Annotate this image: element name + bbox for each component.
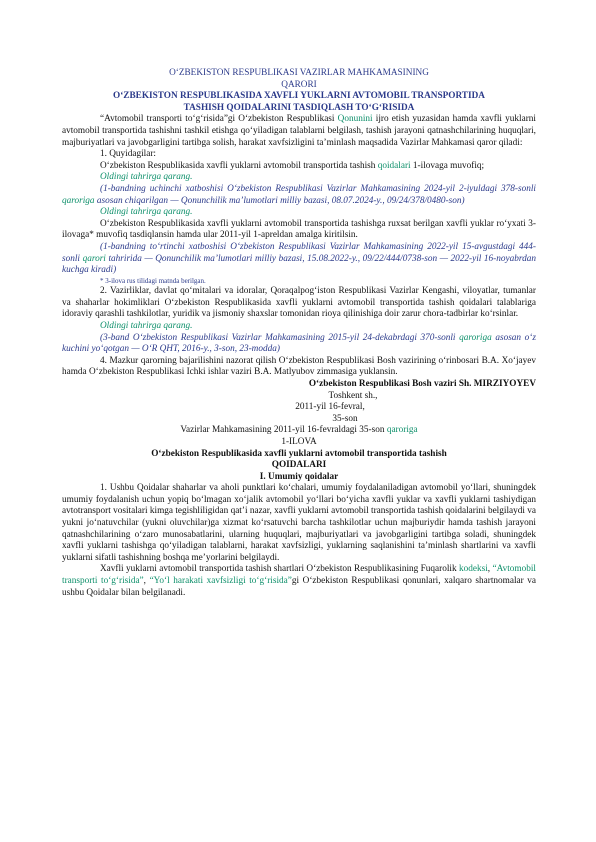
issuer-line: O‘ZBEKISTON RESPUBLIKASI VAZIRLAR MAHKAMASINING (169, 68, 429, 78)
doc-type: QARORI (281, 79, 317, 90)
rules-link[interactable]: qoidalari (377, 160, 411, 171)
amendment-note-3: (3-band O‘zbekiston Respublikasi Vazirlar Mahkamasining 2015-yil 24-dekabrdagi 370-sonli qaroriga asosan o‘z kuchini yo‘qotgan — O‘R QHT, 2016-y., 3-son, 23-modda) (62, 332, 536, 355)
item-1-heading: 1. Quyidagilar: (100, 149, 157, 160)
preamble: “Avtomobil transporti to‘g‘risida”gi O‘zbekiston Respublikasi Qonunini ijro etish yuzasidan hamda xavfli yuklarni avtomobil transportida tashishni tashkil etishga qo‘yiladigan talablarni belgilash, tashish jarayoni qatnashchilarining huquqlari, majburiyatlari va javobgarligini tartibga solish, harakat xavfsizligini ta’minlash maqsadida Vazirlar Mahkamasi qaror qiladi: (62, 114, 536, 148)
sign-number: 35-son (332, 413, 358, 424)
item-2: 2. Vazirliklar, davlat qo‘mitalari va idoralar, Qoraqalpog‘iston Respublikasi Vazirlar Kengashi, viloyatlar, tumanlar va shaharlar hokimliklari O‘zbekiston Respublikasida xavfli yuklarni avtomobil transportida tashish qoidalari talablariga idoraviy qarashli tashkilotlar, yuridik va jismoniy shaxslar tomonidan rioya qilinishiga doir zarur chora-tadbirlar ko‘rsinlar. (62, 286, 536, 320)
transport-law-link[interactable]: “Avtomobil transporti to‘g‘risida” (62, 564, 536, 587)
sign-city: Toshkent sh., (328, 390, 378, 401)
traffic-law-link[interactable]: “Yo‘l harakati xavfsizligi to‘g‘risida” (149, 576, 292, 587)
law-link[interactable]: Qonunini (337, 114, 373, 125)
section-heading: I. Umumiy qoidalar (259, 471, 339, 482)
item-4: 4. Mazkur qarorning bajarilishini nazorat qilish O‘zbekiston Respublikasi Bosh vazirining o‘rinbosari B.A. Xo‘jayev hamda O‘zbekiston Respublikasi Ichki ishlar vaziri B.A. Matlyubov zimmasiga yuklansin. (62, 355, 536, 378)
decree-link-2[interactable]: qarori (82, 253, 106, 264)
appendix-label: 1-ILOVA (281, 436, 317, 447)
footnote: * 3-ilova rus tilidagi matnda berilgan. (100, 276, 206, 285)
amendment-note-1: (1-bandning uchinchi xatboshisi O‘zbekiston Respublikasi Vazirlar Mahkamasining 2024-yil 2-iyuldagi 378-sonli qaroriga asosan chiqarilgan — Qonunchilik ma’lumotlari milliy bazasi, 08.07.2024-y., 09/24/378/0480-son) (62, 183, 536, 206)
decree-link-1[interactable]: qaroriga (62, 195, 95, 206)
appendix-title-rules: QOIDALARI (271, 460, 327, 471)
appendix-reference: Vazirlar Mahkamasining 2011-yil 16-fevraldagi 35-son qaroriga (180, 425, 418, 436)
document-page (62, 68, 536, 599)
prev-edition-link-2[interactable]: Oldingi tahrirga qarang. (100, 207, 193, 218)
signature: O‘zbekiston Respublikasi Bosh vaziri Sh. MIRZIYOYEV (308, 378, 536, 389)
item-1-b: O‘zbekiston Respublikasida xavfli yuklarni avtomobil transportida tashishga ruxsat berilgan xavfli yuklar ro‘yxati 3-ilovaga* muvofiq tasdiqlansin hamda ular 2011-yil 1-apreldan amalga kiritilsin. (62, 218, 536, 241)
document-title: O‘ZBEKISTON RESPUBLIKASIDA XAVFLI YUKLARNI AVTOMOBIL TRANSPORTIDA TASHISH QOIDALARINI TASDIQLASH TO‘G‘RISIDA (113, 91, 485, 113)
appendix-title: O‘zbekiston Respublikasida xavfli yuklarni avtomobil transportida tashish (151, 448, 447, 459)
amendment-note-2: (1-bandning to‘rtinchi xatboshisi O‘zbekiston Respublikasi Vazirlar Mahkamasining 2022-yil 15-avgustdagi 444-sonli qarori tahririda — Qonunchilik ma’lumotlari milliy bazasi, 15.08.2022-y., 09/22/444/0738-son — 2022-yil 16-noyabrdan kuchga kiradi) (62, 241, 536, 276)
prev-edition-link-1[interactable]: Oldingi tahrirga qarang. (100, 172, 193, 183)
sign-date: 2011-yil 16-fevral, (295, 402, 365, 413)
rules-paragraph-2: Xavfli yuklarni avtomobil transportida tashish shartlari O‘zbekiston Respublikasining Fuqarolik kodeksi, “Avtomobil transporti to‘g‘risida”, “Yo‘l harakati xavfsizligi to‘g‘risida”gi O‘zbekiston Respublikasi qonunlari, xalqaro shartnomalar va ushbu Qoidalar bilan belgilanadi. (62, 564, 537, 598)
decree-link-3[interactable]: qaroriga (459, 332, 492, 343)
prev-edition-link-3[interactable]: Oldingi tahrirga qarang. (100, 320, 193, 331)
rules-paragraph-1: 1. Ushbu Qoidalar shaharlar va aholi punktlari ko‘chalari, umumiy foydalaniladigan avtomobil yo‘llari, shuningdek umumiy foydalanish uchun yopiq bo‘lmagan xo‘jalik avtomobil yo‘llari bo‘yicha xavfli yuklar va xavfli yuklarni tashiydigan avtotransport vositalari kimga tegishliligidan qat’i nazar, xavfli yuklarni avtomobil transportida tashish qoidalarini belgilaydi va yukni jo‘natuvchilar (yukni oluvchilar)ga xizmat ko‘rsatuvchi barcha tashkilotlar uchun majburiydir hamda tashish jarayoni qatnashchilarining o‘zaro munosabatlarini, ularning huquqlari, majburiyatlari va javobgarligini tartibga soladi, shuningdek xavfli yuklarni tashishga qo‘yiladigan talablarni, harakat xavfsizligi, yuklarning saqlanishini ta’minlash shartlarini va xavfli yuklarni sifatli tashishning boshqa me’yorlarini belgilaydi. (62, 483, 536, 563)
civil-code-link[interactable]: kodeksi (459, 564, 488, 575)
item-1-a: O‘zbekiston Respublikasida xavfli yuklarni avtomobil transportida tashish qoidalari 1-ilovaga muvofiq; (100, 160, 485, 171)
appendix-decree-link[interactable]: qaroriga (386, 425, 418, 436)
